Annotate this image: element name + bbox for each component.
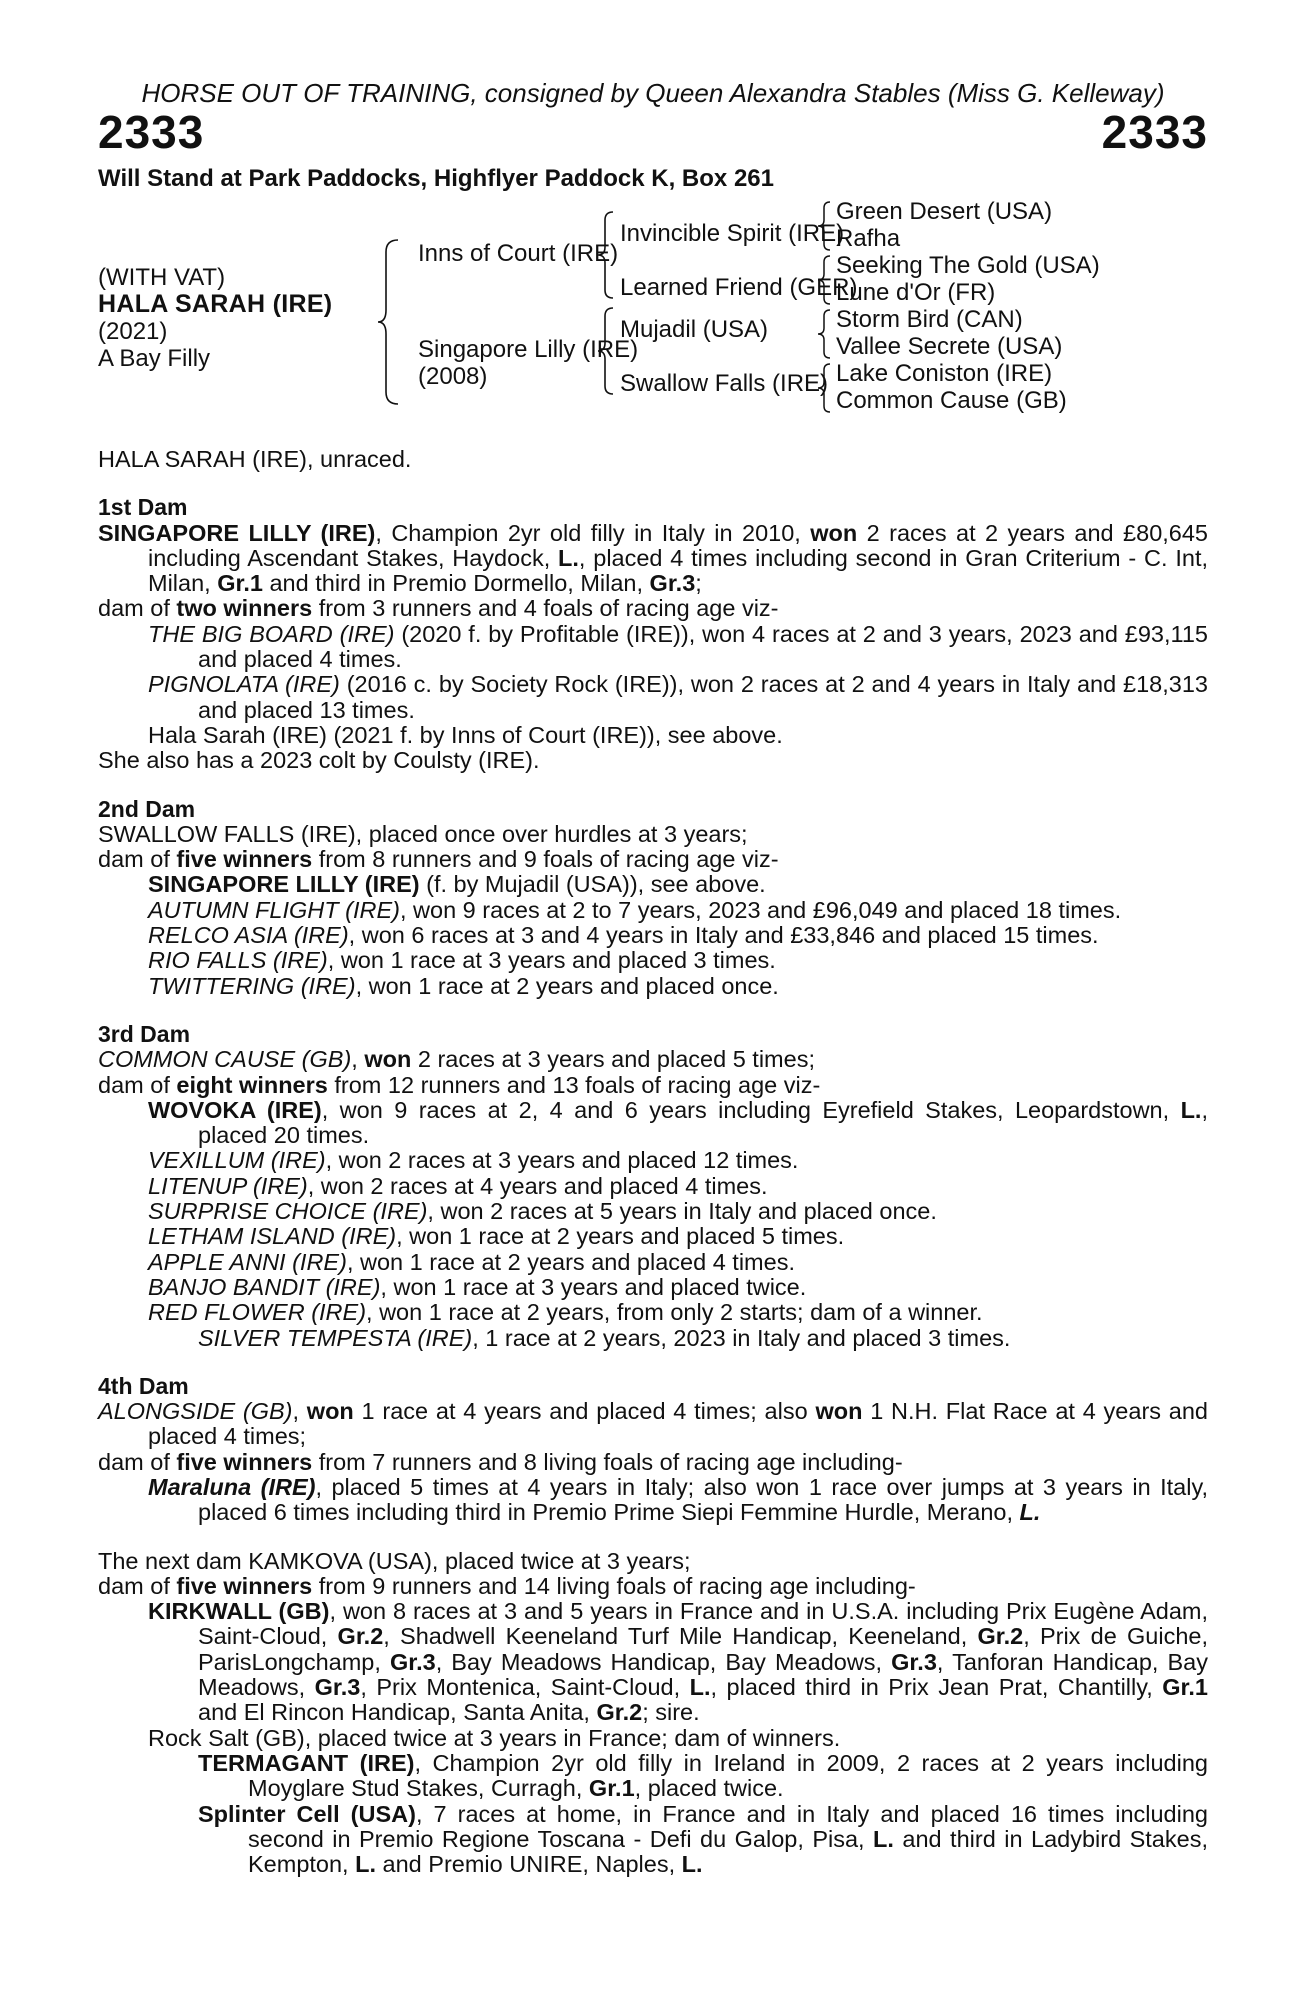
- dam2-produce-1: SINGAPORE LILLY (IRE) (f. by Mujadil (USA)), see above.: [148, 871, 766, 898]
- next-dam-record: The next dam KAMKOVA (USA), placed twice at 3 years;: [98, 1547, 691, 1574]
- next-dam-damof: dam of five winners from 9 runners and 14 living foals of racing age including-: [98, 1572, 916, 1599]
- ggp-1: Green Desert (USA): [836, 198, 1053, 225]
- brace-sire: [596, 210, 616, 300]
- next-dam-grand-produce-termagant: TERMAGANT (IRE), Champion 2yr old filly in Ireland in 2009, 2 races at 2 years including Moyglare Stud Stakes, Curragh, Gr.1, placed twice.: [198, 1749, 1208, 1802]
- next-dam-produce-kirkwall: KIRKWALL (GB), won 8 races at 3 and 5 years in France and in U.S.A. including Prix Eugène Adam, Saint-Cloud, Gr.2, Shadwell Keeneland Turf Mile Handicap, Keeneland, Gr.2, Prix de Guiche, ParisLongchamp, Gr.3, Bay Meadows Handicap, Bay Meadows, Gr.3, Tanforan Handicap, Bay Meadows, Gr.3, Prix Montenica, Saint-Cloud, L., placed third in Prix Jean Prat, Chantilly, Gr.1 and El Rincon Handicap, Santa Anita, Gr.2; sire.: [148, 1598, 1209, 1726]
- ggp-2: Rafha: [836, 225, 901, 252]
- dam3-produce-2: VEXILLUM (IRE), won 2 races at 3 years and placed 12 times.: [148, 1147, 799, 1174]
- section-heading-dam4: 4th Dam: [98, 1372, 189, 1399]
- dam-dam: Swallow Falls (IRE): [620, 370, 829, 397]
- ggp-7: Lake Coniston (IRE): [836, 360, 1053, 387]
- brace-main: [376, 238, 402, 406]
- dam3-produce-1: WOVOKA (IRE), won 9 races at 2, 4 and 6 years including Eyrefield Stakes, Leopardstown, L., placed 20 times.: [148, 1096, 1208, 1149]
- horse-description: A Bay Filly: [98, 345, 211, 372]
- sire-sire: Invincible Spirit (IRE): [620, 220, 845, 247]
- dam2-record: SWALLOW FALLS (IRE), placed once over hurdles at 3 years;: [98, 820, 748, 847]
- dam1-name: SINGAPORE LILLY (IRE): [98, 519, 376, 546]
- foaling-year: (2021): [98, 318, 168, 345]
- vat-label: (WITH VAT): [98, 264, 226, 291]
- section-heading-dam1: 1st Dam: [98, 494, 188, 521]
- dam1-also: She also has a 2023 colt by Coulsty (IRE).: [98, 747, 540, 774]
- brace-gp2: [816, 254, 832, 306]
- dam2-produce-2: AUTUMN FLIGHT (IRE), won 9 races at 2 to 7 years, 2023 and £96,049 and placed 18 times.: [148, 896, 1122, 923]
- dam4-produce-1: Maraluna (IRE), placed 5 times at 4 years in Italy; also won 1 race over jumps at 3 years in Italy, placed 6 times including third in Premio Prime Siepi Femmine Hurdle, Merano, L.: [148, 1473, 1209, 1526]
- dam3-produce-6: APPLE ANNI (IRE), won 1 race at 2 years and placed 4 times.: [148, 1248, 795, 1275]
- dam-year: (2008): [418, 363, 488, 390]
- dam1-produce-3: Hala Sarah (IRE) (2021 f. by Inns of Court (IRE)), see above.: [148, 721, 783, 748]
- ggp-5: Storm Bird (CAN): [836, 306, 1023, 333]
- ggp-3: Seeking The Gold (USA): [836, 252, 1100, 279]
- next-dam-produce-rocksalt: Rock Salt (GB), placed twice at 3 years in France; dam of winners.: [148, 1724, 841, 1751]
- next-dam-grand-produce-splinter-cell: Splinter Cell (USA), 7 races at home, in France and in Italy and placed 16 times including second in Premio Regione Toscana - Defi du Galop, Pisa, L. and third in Ladybird Stakes, Kempton, L. and Premio UNIRE, Naples, L.: [198, 1800, 1208, 1878]
- section-heading-dam3: 3rd Dam: [98, 1020, 191, 1047]
- brace-dam: [596, 306, 616, 396]
- dam1-produce-2: PIGNOLATA (IRE) (2016 c. by Society Rock (IRE)), won 2 races at 2 and 4 years in Italy and £18,313 and placed 13 times.: [148, 671, 1208, 723]
- dam3-produce-5: LETHAM ISLAND (IRE), won 1 race at 2 years and placed 5 times.: [148, 1223, 845, 1250]
- stand-location: Will Stand at Park Paddocks, Highflyer Paddock K, Box 261: [98, 165, 774, 192]
- dam3-produce-9: SILVER TEMPESTA (IRE), 1 race at 2 years, 2023 in Italy and placed 3 times.: [198, 1324, 1011, 1351]
- intro-line: HALA SARAH (IRE), unraced.: [98, 446, 412, 472]
- brace-gp4: [816, 362, 832, 414]
- lot-number-right: 2333: [1101, 106, 1208, 158]
- ggp-4: Lune d'Or (FR): [836, 279, 996, 306]
- catalogue-page: [98, 78, 1208, 1877]
- dam2-produce-3: RELCO ASIA (IRE), won 6 races at 3 and 4 years in Italy and £33,846 and placed 15 times.: [148, 922, 1099, 949]
- dam2-produce-4: RIO FALLS (IRE), won 1 race at 3 years and placed 3 times.: [148, 947, 776, 974]
- brace-gp1: [816, 200, 832, 252]
- dam1-produce-1: THE BIG BOARD (IRE) (2020 f. by Profitable (IRE)), won 4 races at 2 and 3 years, 2023 and £93,115 and placed 4 times.: [148, 620, 1208, 673]
- dam2-produce-5: TWITTERING (IRE), won 1 race at 2 years and placed once.: [148, 972, 779, 999]
- ggp-6: Vallee Secrete (USA): [836, 333, 1063, 360]
- dam4-damof: dam of five winners from 7 runners and 8 living foals of racing age including-: [98, 1448, 903, 1475]
- dam-name: Singapore Lilly (IRE): [418, 336, 639, 363]
- dam1-damof: dam of two winners from 3 runners and 4 foals of racing age viz-: [98, 595, 779, 622]
- dam3-produce-4: SURPRISE CHOICE (IRE), won 2 races at 5 years in Italy and placed once.: [148, 1198, 937, 1225]
- section-heading-dam2: 2nd Dam: [98, 795, 196, 822]
- produce-record: [98, 447, 1208, 1877]
- dam3-record: COMMON CAUSE (GB), won 2 races at 3 years and placed 5 times;: [98, 1046, 815, 1073]
- dam1-record: SINGAPORE LILLY (IRE), Champion 2yr old filly in Italy in 2010, won 2 races at 2 years and £80,645 including Ascendant Stakes, Haydock, L., placed 4 times including second in Gran Criterium - C. Int, Milan, Gr.1 and third in Premio Dormello, Milan, Gr.3;: [98, 519, 1208, 597]
- dam3-produce-3: LITENUP (IRE), won 2 races at 4 years and placed 4 times.: [148, 1172, 768, 1199]
- dam4-record: ALONGSIDE (GB), won 1 race at 4 years and placed 4 times; also won 1 N.H. Flat Race at 4 years and placed 4 times;: [98, 1398, 1208, 1450]
- dam3-produce-7: BANJO BANDIT (IRE), won 1 race at 3 years and placed twice.: [148, 1273, 807, 1300]
- sire-dam: Learned Friend (GER): [620, 274, 858, 301]
- dam-sire: Mujadil (USA): [620, 316, 769, 343]
- dam2-damof: dam of five winners from 8 runners and 9 foals of racing age viz-: [98, 846, 779, 873]
- lot-number-row: [98, 108, 1208, 156]
- dam3-damof: dam of eight winners from 12 runners and 13 foals of racing age viz-: [98, 1071, 821, 1098]
- brace-gp3: [816, 308, 832, 360]
- dam3-produce-8: RED FLOWER (IRE), won 1 race at 2 years, from only 2 starts; dam of a winner.: [148, 1299, 983, 1326]
- consignment-line: HORSE OUT OF TRAINING, consigned by Queen Alexandra Stables (Miss G. Kelleway): [141, 78, 1165, 108]
- lot-number-left: 2333: [98, 106, 205, 158]
- pedigree-chart: [98, 198, 1208, 423]
- ggp-8: Common Cause (GB): [836, 387, 1067, 414]
- horse-name: HALA SARAH (IRE): [98, 290, 333, 318]
- sire-name: Inns of Court (IRE): [418, 240, 619, 267]
